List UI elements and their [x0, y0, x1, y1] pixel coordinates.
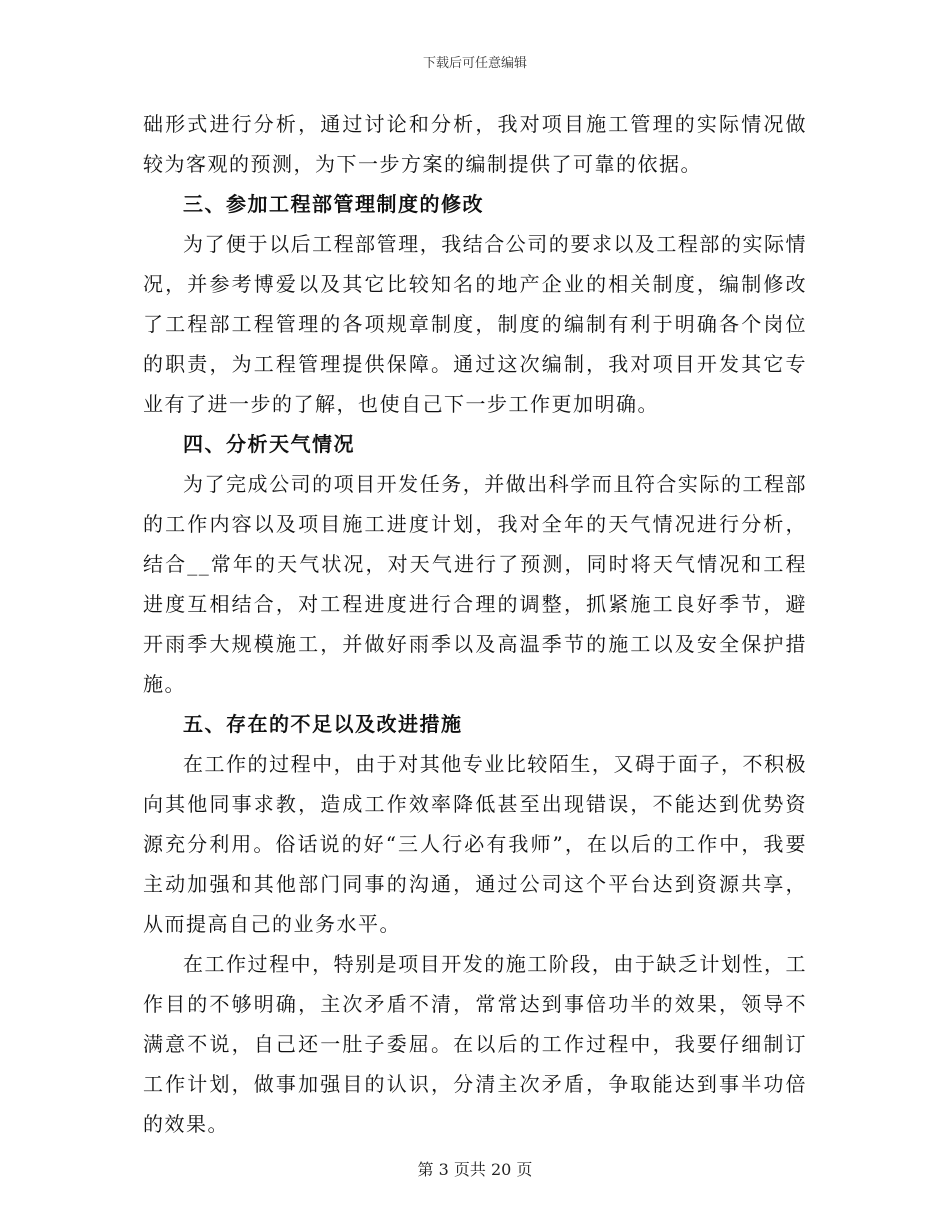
- document-body: [143, 104, 807, 1144]
- paragraph-management-system: 为了便于以后工程部管理，我结合公司的要求以及工程部的实际情况，并参考博爱以及其它比较知名的地产企业的相关制度，编制修改了工程部工程管理的各项规章制度，制度的编制有利于明确各个岗位的职责，为工程管理提供保障。通过这次编制，我对项目开发其它专业有了进一步的了解，也使自己下一步工作更加明确。: [143, 232, 807, 416]
- section-heading-4: 四、分析天气情况: [183, 432, 355, 456]
- paragraph-continued: 础形式进行分析，通过讨论和分析，我对项目施工管理的实际情况做较为客观的预测，为下一步方案的编制提供了可靠的依据。: [143, 112, 807, 176]
- section-heading-3: 三、参加工程部管理制度的修改: [183, 192, 484, 216]
- page-number: 第 3 页共 20 页: [417, 1160, 533, 1179]
- paragraph-shortcomings-1: 在工作的过程中，由于对其他专业比较陌生，又碍于面子，不积极向其他同事求教，造成工作效率降低甚至出现错误，不能达到优势资源充分利用。俗话说的好“三人行必有我师”，在以后的工作中，我要主动加强和其他部门同事的沟通，通过公司这个平台达到资源共享，从而提高自己的业务水平。: [143, 752, 807, 936]
- paragraph-shortcomings-2: 在工作过程中，特别是项目开发的施工阶段，由于缺乏计划性，工作目的不够明确，主次矛盾不清，常常达到事倍功半的效果，领导不满意不说，自己还一肚子委屈。在以后的工作过程中，我要仔细制订工作计划，做事加强目的认识，分清主次矛盾，争取能达到事半功倍的效果。: [143, 952, 807, 1136]
- page-header: 下载后可任意编辑: [422, 56, 527, 71]
- paragraph-weather-analysis: 为了完成公司的项目开发任务，并做出科学而且符合实际的工程部的工作内容以及项目施工进度计划，我对全年的天气情况进行分析，结合__常年的天气状况，对天气进行了预测，同时将天气情况和工程进度互相结合，对工程进度进行合理的调整，抓紧施工良好季节，避开雨季大规模施工，并做好雨季以及高温季节的施工以及安全保护措施。: [143, 472, 807, 696]
- section-heading-5: 五、存在的不足以及改进措施: [183, 712, 463, 736]
